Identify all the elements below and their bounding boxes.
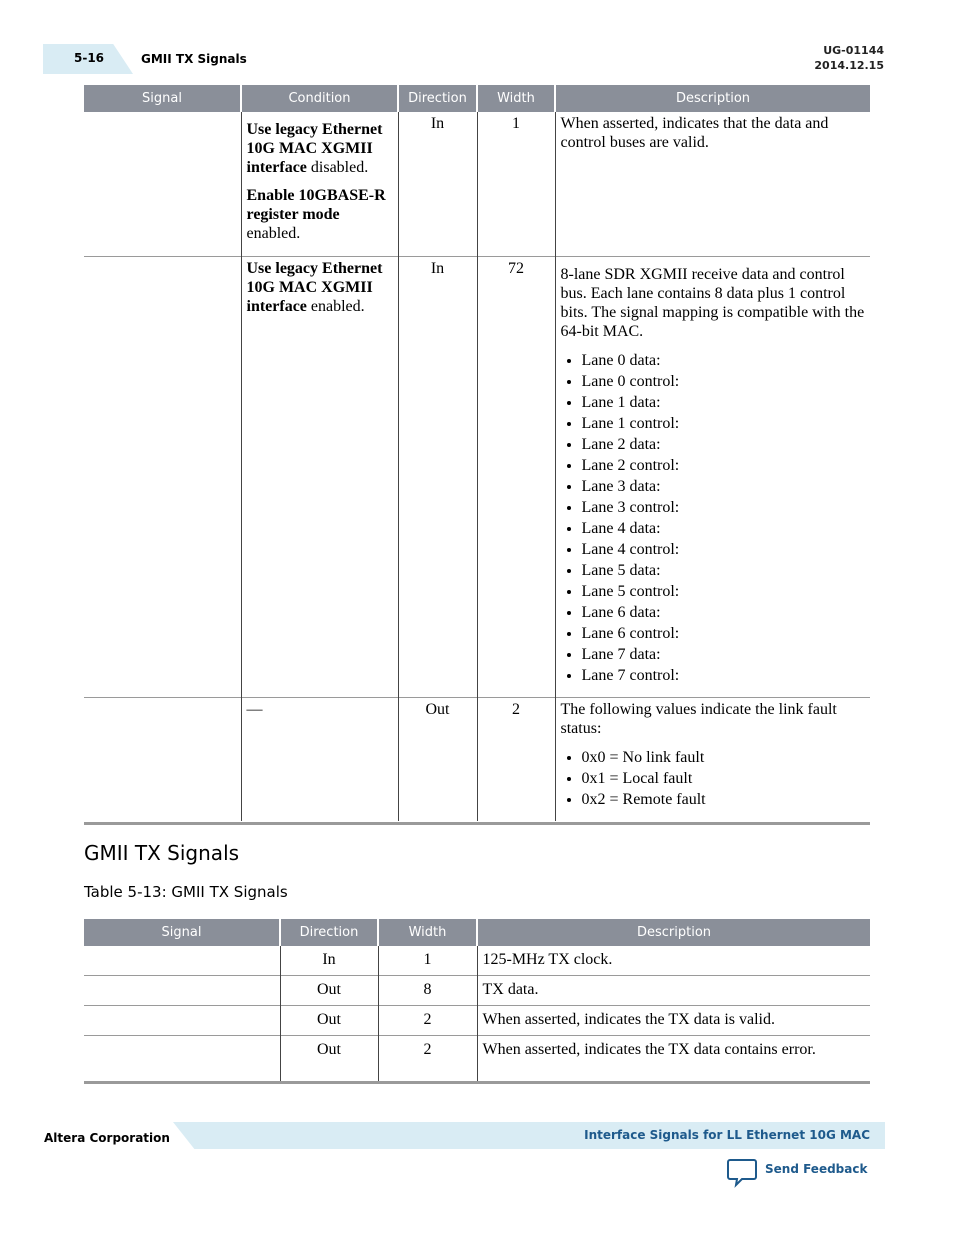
column-header-signal: Signal bbox=[84, 85, 241, 112]
list-item: • Lane 7 control: bbox=[582, 665, 866, 686]
list-item: • Lane 1 control: bbox=[582, 413, 866, 434]
column-header-direction: Direction bbox=[280, 919, 378, 946]
document-date: 2014.12.15 bbox=[814, 59, 884, 72]
direction-cell: In bbox=[398, 256, 477, 697]
table-row bbox=[84, 946, 870, 976]
table-bottom-rule bbox=[84, 1081, 870, 1084]
width-cell: 2 bbox=[378, 1006, 477, 1036]
gmii-tx-signals-table bbox=[84, 919, 870, 1083]
list-item: • 0x0 = No link fault bbox=[582, 747, 866, 768]
speech-bubble-icon bbox=[727, 1158, 759, 1188]
column-header-condition: Condition bbox=[241, 85, 398, 112]
direction-cell: Out bbox=[280, 1006, 378, 1036]
column-header-description: Description bbox=[555, 85, 870, 112]
list-item: • Lane 5 data: bbox=[582, 560, 866, 581]
condition-text: Use legacy Ethernet 10G MAC XGMII interface enabled. bbox=[246, 259, 383, 315]
direction-cell: Out bbox=[280, 976, 378, 1006]
condition-text: Use legacy Ethernet 10G MAC XGMII interface disabled. bbox=[246, 121, 383, 176]
description-cell bbox=[555, 697, 870, 821]
signal-cell bbox=[84, 946, 280, 976]
running-section-title: GMII TX Signals bbox=[141, 52, 247, 66]
table-bottom-rule bbox=[84, 822, 870, 825]
list-item: • Lane 4 control: bbox=[582, 539, 866, 560]
signal-cell bbox=[84, 112, 241, 256]
direction-cell: In bbox=[398, 112, 477, 256]
list-item: • Lane 6 control: bbox=[582, 623, 866, 644]
table-row bbox=[84, 1006, 870, 1036]
list-item: • 0x1 = Local fault bbox=[582, 768, 866, 789]
direction-cell: Out bbox=[280, 1036, 378, 1083]
table-row bbox=[84, 697, 870, 821]
list-item: • Lane 7 data: bbox=[582, 644, 866, 665]
list-item: • Lane 0 control: bbox=[582, 371, 866, 392]
column-header-description: Description bbox=[477, 919, 870, 946]
width-cell: 2 bbox=[477, 697, 555, 821]
condition-cell bbox=[241, 112, 398, 256]
width-cell: 2 bbox=[378, 1036, 477, 1083]
description-cell bbox=[555, 112, 870, 256]
fault-status-bullet-list bbox=[561, 747, 866, 810]
signal-cell bbox=[84, 976, 280, 1006]
condition-text: Enable 10GBASE-R register mode enabled. bbox=[246, 187, 386, 242]
signals-table-continued bbox=[84, 85, 870, 821]
description-text: When asserted, indicates that the data and control buses are valid. bbox=[560, 115, 829, 151]
list-item: • Lane 6 data: bbox=[582, 602, 866, 623]
width-cell: 1 bbox=[378, 946, 477, 976]
signal-cell bbox=[84, 697, 241, 821]
signal-cell bbox=[84, 256, 241, 697]
signal-cell bbox=[84, 1036, 280, 1083]
description-text: 8-lane SDR XGMII receive data and control bus. Each lane contains 8 data plus 1 control bits. The signal mapping is compatible with the 64-bit MAC. bbox=[560, 265, 865, 340]
list-item: • Lane 0 data: bbox=[582, 350, 866, 371]
description-cell bbox=[555, 256, 870, 697]
list-item: • Lane 3 control: bbox=[582, 497, 866, 518]
description-text: The following values indicate the link fault status: bbox=[560, 700, 837, 737]
table-row bbox=[84, 1036, 870, 1083]
column-header-width: Width bbox=[378, 919, 477, 946]
document-info bbox=[814, 43, 884, 73]
width-cell: 8 bbox=[378, 976, 477, 1006]
column-header-width: Width bbox=[477, 85, 555, 112]
list-item: • 0x2 = Remote fault bbox=[582, 789, 866, 810]
list-item: • Lane 1 data: bbox=[582, 392, 866, 413]
condition-cell bbox=[241, 256, 398, 697]
footer-chapter-link[interactable]: Interface Signals for LL Ethernet 10G MAC bbox=[584, 1128, 870, 1142]
description-cell: When asserted, indicates the TX data is valid. bbox=[477, 1006, 870, 1036]
section-title: GMII TX Signals bbox=[84, 841, 240, 865]
list-item: • Lane 5 control: bbox=[582, 581, 866, 602]
table-row bbox=[84, 976, 870, 1006]
footer-company: Altera Corporation bbox=[44, 1131, 170, 1145]
column-header-direction: Direction bbox=[398, 85, 477, 112]
signal-cell bbox=[84, 1006, 280, 1036]
list-item: • Lane 2 control: bbox=[582, 455, 866, 476]
description-cell: TX data. bbox=[477, 976, 870, 1006]
direction-cell: Out bbox=[398, 697, 477, 821]
table-row bbox=[84, 256, 870, 697]
table-header-row bbox=[84, 85, 870, 112]
send-feedback-button[interactable] bbox=[727, 1158, 867, 1188]
width-cell: 1 bbox=[477, 112, 555, 256]
page-number: 5-16 bbox=[74, 51, 105, 65]
direction-cell: In bbox=[280, 946, 378, 976]
list-item: • Lane 4 data: bbox=[582, 518, 866, 539]
column-header-signal: Signal bbox=[84, 919, 280, 946]
list-item: • Lane 2 data: bbox=[582, 434, 866, 455]
send-feedback-label: Send Feedback bbox=[765, 1162, 868, 1176]
lane-bullet-list bbox=[561, 350, 866, 686]
table-row bbox=[84, 112, 870, 256]
list-item: • Lane 3 data: bbox=[582, 476, 866, 497]
document-id: UG-01144 bbox=[823, 44, 884, 57]
width-cell: 72 bbox=[477, 256, 555, 697]
description-cell: When asserted, indicates the TX data contains error. bbox=[477, 1036, 870, 1083]
table-header-row bbox=[84, 919, 870, 946]
table-caption: Table 5-13: GMII TX Signals bbox=[84, 883, 288, 901]
condition-cell: — bbox=[241, 697, 398, 821]
description-cell: 125-MHz TX clock. bbox=[477, 946, 870, 976]
